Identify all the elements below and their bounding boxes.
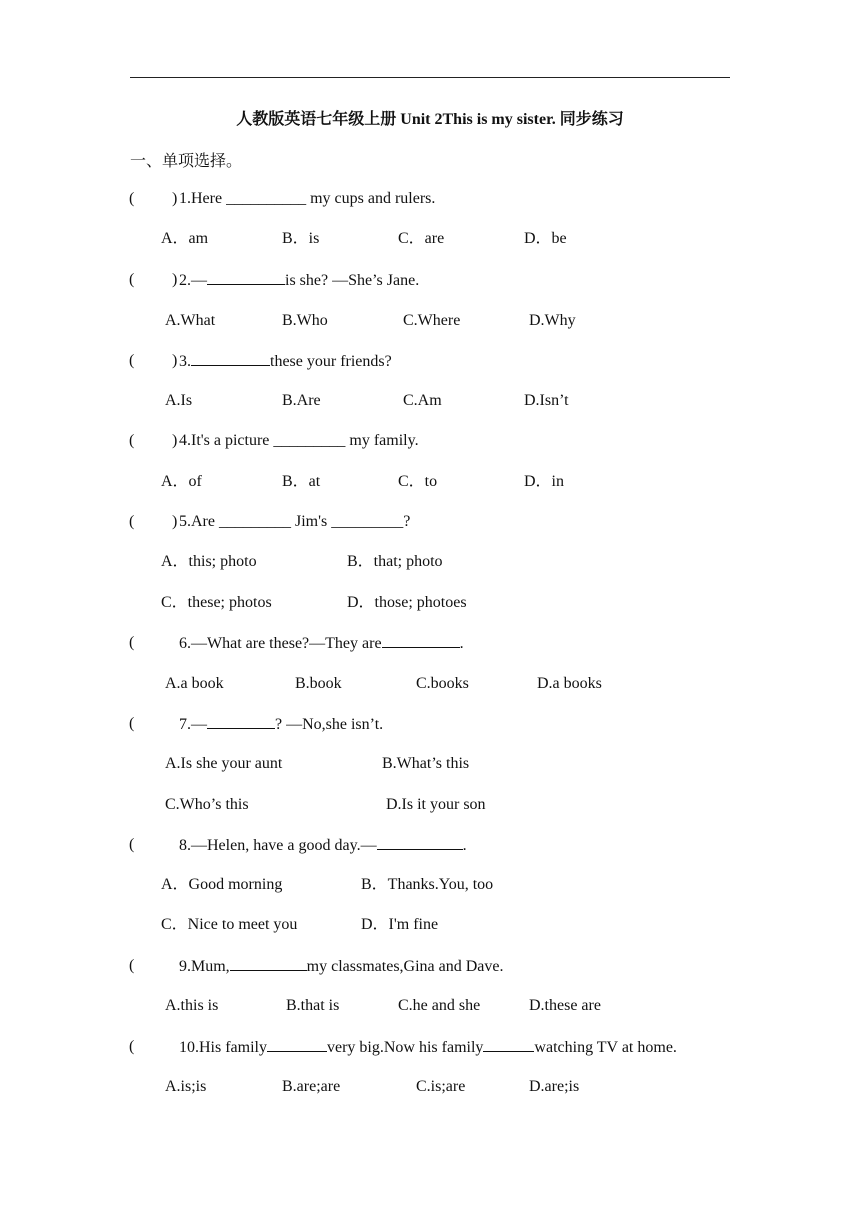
- option-b: B.What’s this: [382, 755, 470, 772]
- paren-open: (: [129, 513, 135, 530]
- paren-close: ): [172, 190, 178, 207]
- option-c: C.is;are: [416, 1078, 466, 1095]
- answer-blank[interactable]: __________: [226, 190, 307, 207]
- option-c: C.Am: [403, 392, 442, 409]
- question-text: 7.— ? —No,she isn’t.: [179, 716, 384, 733]
- paren-open: (: [129, 836, 135, 853]
- option-c: C.he and she: [398, 997, 481, 1014]
- question-text: 6.—What are these?—They are .: [179, 635, 464, 652]
- answer-blank[interactable]: [377, 835, 463, 850]
- answer-blank[interactable]: _________: [331, 513, 404, 530]
- option-a: A.What: [165, 312, 216, 329]
- answer-blank[interactable]: [230, 956, 307, 971]
- option-a: A．am: [161, 230, 209, 247]
- section-heading: 一、单项选择。: [130, 153, 243, 170]
- option-a: A.Is: [165, 392, 193, 409]
- option-b: B.book: [295, 675, 342, 692]
- question-text: 3. these your friends?: [179, 353, 392, 370]
- option-c: C．are: [398, 230, 445, 247]
- paren-close: ): [172, 513, 178, 530]
- option-d: D.a books: [537, 675, 602, 692]
- option-d: D.Why: [529, 312, 576, 329]
- question-text: 2.— is she? —She’s Jane.: [179, 272, 420, 289]
- option-c: C.Who’s this: [165, 796, 249, 813]
- option-a: A.is;is: [165, 1078, 207, 1095]
- option-a: A.a book: [165, 675, 224, 692]
- option-a: A．this; photo: [161, 553, 257, 570]
- answer-blank[interactable]: [207, 714, 275, 729]
- paren-open: (: [129, 432, 135, 449]
- option-a: A.this is: [165, 997, 219, 1014]
- option-d: D.these are: [529, 997, 601, 1014]
- option-b: B．is: [282, 230, 320, 247]
- paren-open: (: [129, 1038, 135, 1055]
- paren-close: ): [172, 352, 178, 369]
- option-b: B．at: [282, 473, 321, 490]
- option-b: B.are;are: [282, 1078, 341, 1095]
- option-d: D.are;is: [529, 1078, 580, 1095]
- option-c: C．Nice to meet you: [161, 916, 298, 933]
- answer-blank[interactable]: [483, 1037, 534, 1052]
- option-d: D．I'm fine: [361, 916, 439, 933]
- option-d: D.Isn’t: [524, 392, 569, 409]
- question-text: 5.Are _________ Jim's _________?: [179, 513, 411, 530]
- answer-blank[interactable]: [207, 270, 285, 285]
- option-d: D．be: [524, 230, 567, 247]
- paren-open: (: [129, 271, 135, 288]
- question-text: 10.His family very big.Now his family watching TV at home.: [179, 1039, 677, 1056]
- option-c: C.books: [416, 675, 469, 692]
- question-text: 1.Here __________ my cups and rulers.: [179, 190, 436, 207]
- option-a: A.Is she your aunt: [165, 755, 283, 772]
- paren-close: ): [172, 432, 178, 449]
- question-text: 4.It's a picture _________ my family.: [179, 432, 419, 449]
- option-b: B．that; photo: [347, 553, 443, 570]
- paren-close: ): [172, 271, 178, 288]
- option-c: C.Where: [403, 312, 461, 329]
- question-text: 9.Mum, my classmates,Gina and Dave.: [179, 958, 504, 975]
- paren-open: (: [129, 957, 135, 974]
- paren-open: (: [129, 715, 135, 732]
- question-text: 8.—Helen, have a good day.— .: [179, 837, 467, 854]
- option-d: D.Is it your son: [386, 796, 486, 813]
- paren-open: (: [129, 634, 135, 651]
- option-b: B.that is: [286, 997, 340, 1014]
- option-a: A．Good morning: [161, 876, 283, 893]
- answer-blank[interactable]: [267, 1037, 327, 1052]
- header-rule: [130, 77, 730, 78]
- answer-blank[interactable]: [191, 351, 270, 366]
- option-d: D．those; photoes: [347, 594, 467, 611]
- option-a: A．of: [161, 473, 202, 490]
- option-b: B.Are: [282, 392, 321, 409]
- answer-blank[interactable]: _________: [218, 513, 291, 530]
- option-b: B.Who: [282, 312, 328, 329]
- answer-blank[interactable]: [382, 633, 460, 648]
- option-b: B．Thanks.You, too: [361, 876, 494, 893]
- paren-open: (: [129, 190, 135, 207]
- document-title: 人教版英语七年级上册 Unit 2This is my sister. 同步练习: [236, 111, 624, 128]
- option-c: C．these; photos: [161, 594, 272, 611]
- paren-open: (: [129, 352, 135, 369]
- option-d: D．in: [524, 473, 565, 490]
- answer-blank[interactable]: _________: [273, 432, 346, 449]
- option-c: C．to: [398, 473, 438, 490]
